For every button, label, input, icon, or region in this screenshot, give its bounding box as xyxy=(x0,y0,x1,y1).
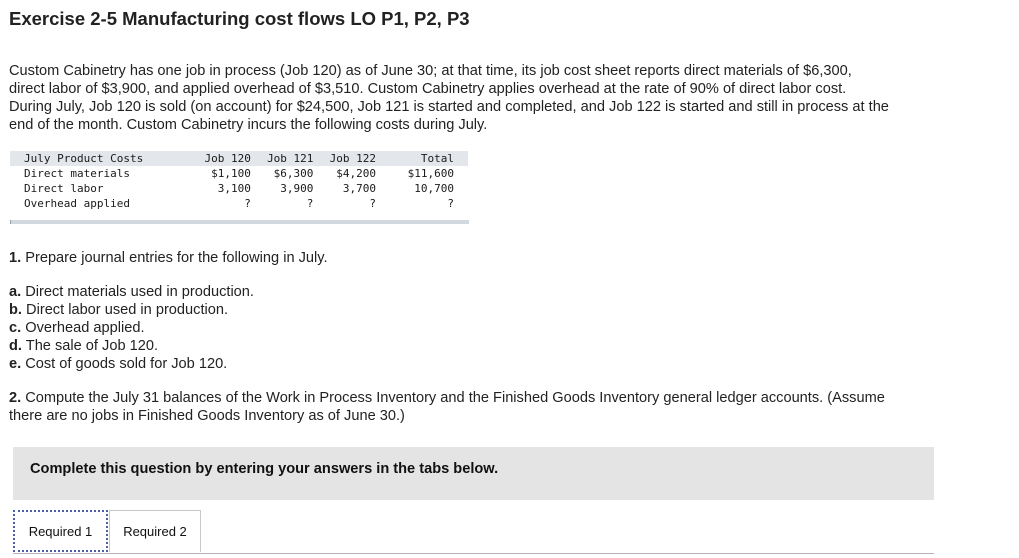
part-text-continued: there are no jobs in Finished Goods Inventory as of June 30.) xyxy=(9,408,405,424)
table-cell: $6,300 xyxy=(273,167,314,180)
row-label: Direct materials xyxy=(24,167,130,180)
list-item-text: Direct labor used in production. xyxy=(26,302,229,318)
intro-line: end of the month. Custom Cabinetry incurs the following costs during July. xyxy=(9,117,488,133)
column-header: Job 121 xyxy=(267,152,314,165)
table-cell: 3,900 xyxy=(280,182,314,195)
list-item xyxy=(9,283,254,301)
table-cell: $1,100 xyxy=(211,167,251,180)
problem-description xyxy=(9,62,1009,134)
part-number: 2. xyxy=(9,390,22,406)
list-item-text: Cost of goods sold for Job 120. xyxy=(25,356,228,372)
july-product-costs-table xyxy=(10,151,468,211)
intro-line: Custom Cabinetry has one job in process (Job 120) as of June 30; at that time, its job cost sheet reports direct materials of $6,300, xyxy=(9,63,852,79)
table-cell: ? xyxy=(244,197,251,210)
tab-required-2[interactable]: Required 2 xyxy=(109,510,201,552)
list-item-text: Direct materials used in production. xyxy=(25,284,254,300)
list-item-letter: a. xyxy=(9,284,22,300)
page-title: Exercise 2-5 Manufacturing cost flows LO P1, P2, P3 xyxy=(9,8,470,29)
intro-line: During July, Job 120 is sold (on account) for $24,500, Job 121 is started and completed, and Job 122 is started and still in process at the xyxy=(9,99,889,115)
list-item xyxy=(9,319,254,337)
journal-entry-list xyxy=(9,283,254,373)
row-label: Overhead applied xyxy=(24,197,130,210)
table-row xyxy=(10,166,468,181)
table-cell: ? xyxy=(447,197,454,210)
list-item xyxy=(9,337,254,355)
part-text: Compute the July 31 balances of the Work in Process Inventory and the Finished Goods Inventory general ledger accounts. (Assume xyxy=(25,390,885,406)
list-item-text: The sale of Job 120. xyxy=(25,338,159,354)
tab-strip-divider xyxy=(13,553,934,554)
table-cell: $4,200 xyxy=(336,167,376,180)
column-header: July Product Costs xyxy=(24,152,144,165)
list-item xyxy=(9,301,254,319)
table-row xyxy=(10,196,468,211)
column-header: Total xyxy=(420,152,454,165)
list-item-letter: d. xyxy=(9,338,22,354)
row-label: Direct labor xyxy=(24,182,104,195)
list-item-letter: e. xyxy=(9,356,22,372)
table-cell: ? xyxy=(369,197,376,210)
list-item-letter: b. xyxy=(9,302,22,318)
list-item-letter: c. xyxy=(9,320,22,336)
column-header: Job 122 xyxy=(329,152,376,165)
list-item xyxy=(9,355,254,373)
table-cell: 3,700 xyxy=(342,182,376,195)
column-header: Job 120 xyxy=(204,152,251,165)
banner-text: Complete this question by entering your answers in the tabs below. xyxy=(30,461,499,477)
tab-required-1[interactable]: Required 1 xyxy=(13,510,108,552)
table-bottom-rule xyxy=(10,220,469,224)
part-2-instruction xyxy=(9,389,1009,425)
table-row xyxy=(10,181,468,196)
intro-line: direct labor of $3,900, and applied overhead of $3,510. Custom Cabinetry applies overhead at the rate of 90% of direct labor cost. xyxy=(9,81,847,97)
table-cell: $11,600 xyxy=(407,167,454,180)
table-cell: 10,700 xyxy=(414,182,454,195)
table-cell: ? xyxy=(306,197,314,210)
table-cell: 3,100 xyxy=(217,182,251,195)
table-header-row xyxy=(10,151,468,166)
part-1-instruction xyxy=(9,249,1009,267)
part-number: 1. xyxy=(9,250,22,266)
instructions-banner xyxy=(13,447,934,500)
part-text: Prepare journal entries for the following in July. xyxy=(25,250,328,266)
list-item-text: Overhead applied. xyxy=(25,320,145,336)
